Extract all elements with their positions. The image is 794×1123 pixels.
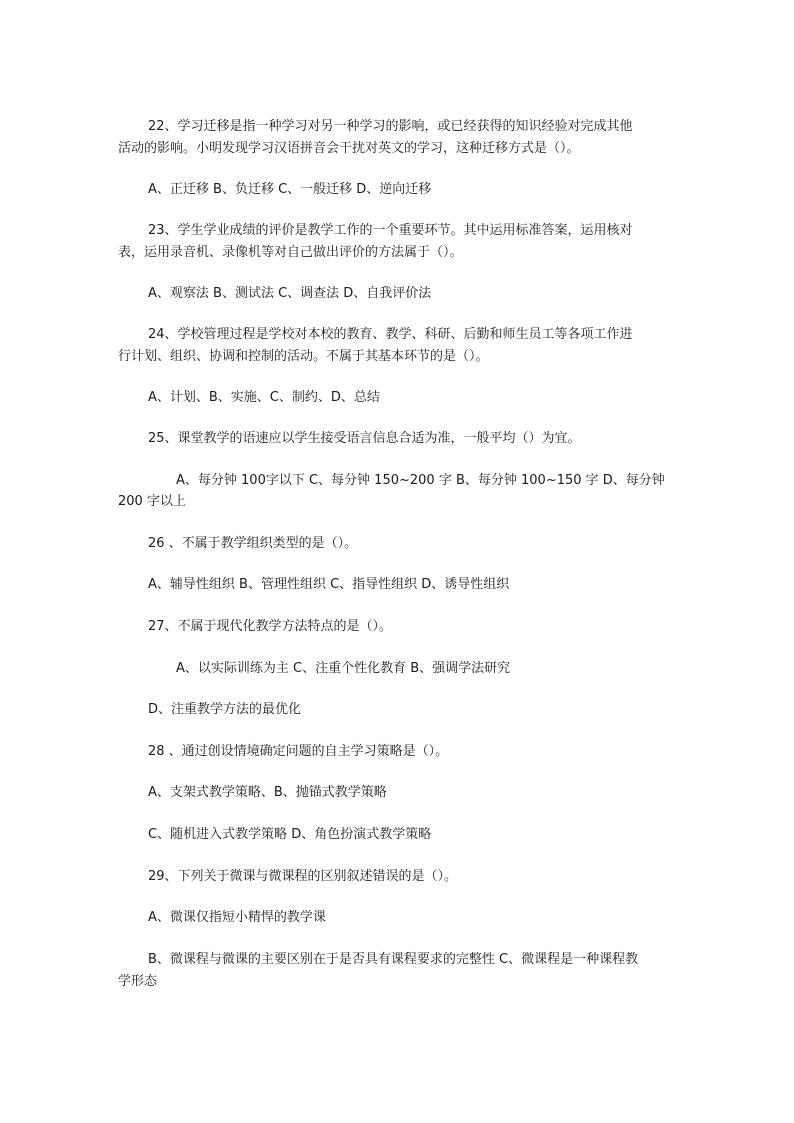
q29-options-line-2: B、微课程与微课的主要区别在于是否具有课程要求的完整性 C、微课程是一种课程教 xyxy=(148,952,639,967)
q24-stem-line-1: 24、学校管理过程是学校对本校的教育、教学、科研、后勤和师生员工等各项工作进 xyxy=(148,327,633,342)
q29-options-line-3: 学形态 xyxy=(118,974,158,989)
q28-options-line-2: C、随机进入式教学策略 D、角色扮演式教学策略 xyxy=(148,827,432,842)
q22-stem-line-1: 22、学习迁移是指一种学习对另一种学习的影响，或已经获得的知识经验对完成其他 xyxy=(148,119,633,134)
q29-stem: 29、下列关于微课与微课程的区别叙述错误的是（）。 xyxy=(148,869,458,884)
q27-stem: 27、不属于现代化教学方法特点的是（）。 xyxy=(148,619,393,634)
q27-options-line-2: D、注重教学方法的最优化 xyxy=(148,702,302,717)
q26-options: A、辅导性组织 B、管理性组织 C、指导性组织 D、诱导性组织 xyxy=(148,577,510,592)
q25-options-line-2: 200 字以上 xyxy=(118,494,186,509)
q24-stem-line-2: 行计划、组织、协调和控制的活动。不属于其基本环节的是（）。 xyxy=(118,349,489,364)
q28-stem: 28 、通过创设情境确定问题的自主学习策略是（）。 xyxy=(148,744,449,759)
q22-options: A、正迁移 B、负迁移 C、一般迁移 D、逆向迁移 xyxy=(148,182,432,197)
q23-options: A、观察法 B、测试法 C、调查法 D、自我评价法 xyxy=(148,286,432,301)
q22-stem-line-2: 活动的影响。小明发现学习汉语拼音会干扰对英文的学习，这种迁移方式是（）。 xyxy=(118,141,580,156)
q29-option-a: A、微课仅指短小精悍的教学课 xyxy=(148,910,326,925)
q24-options: A、计划、B、实施、C、制约、D、总结 xyxy=(148,390,380,405)
q28-options-line-1: A、支架式教学策略、B、抛锚式教学策略 xyxy=(148,785,387,800)
q23-stem-line-1: 23、学生学业成绩的评价是教学工作的一个重要环节。其中运用标准答案，运用核对 xyxy=(148,223,633,238)
q26-stem: 26 、不属于教学组织类型的是（）。 xyxy=(148,536,358,551)
q25-stem: 25、课堂教学的语速应以学生接受语言信息合适为准，一般平均（）为宜。 xyxy=(148,431,581,446)
q25-options-line-1: A、每分钟 100字以下 C、每分钟 150~200 字 B、每分钟 100~150 字 D、每分钟 xyxy=(176,473,665,488)
q23-stem-line-2: 表，运用录音机、录像机等对自己做出评价的方法属于（）。 xyxy=(118,245,463,260)
q27-options-line-1: A、以实际训练为主 C、注重个性化教育 B、强调学法研究 xyxy=(176,661,511,676)
